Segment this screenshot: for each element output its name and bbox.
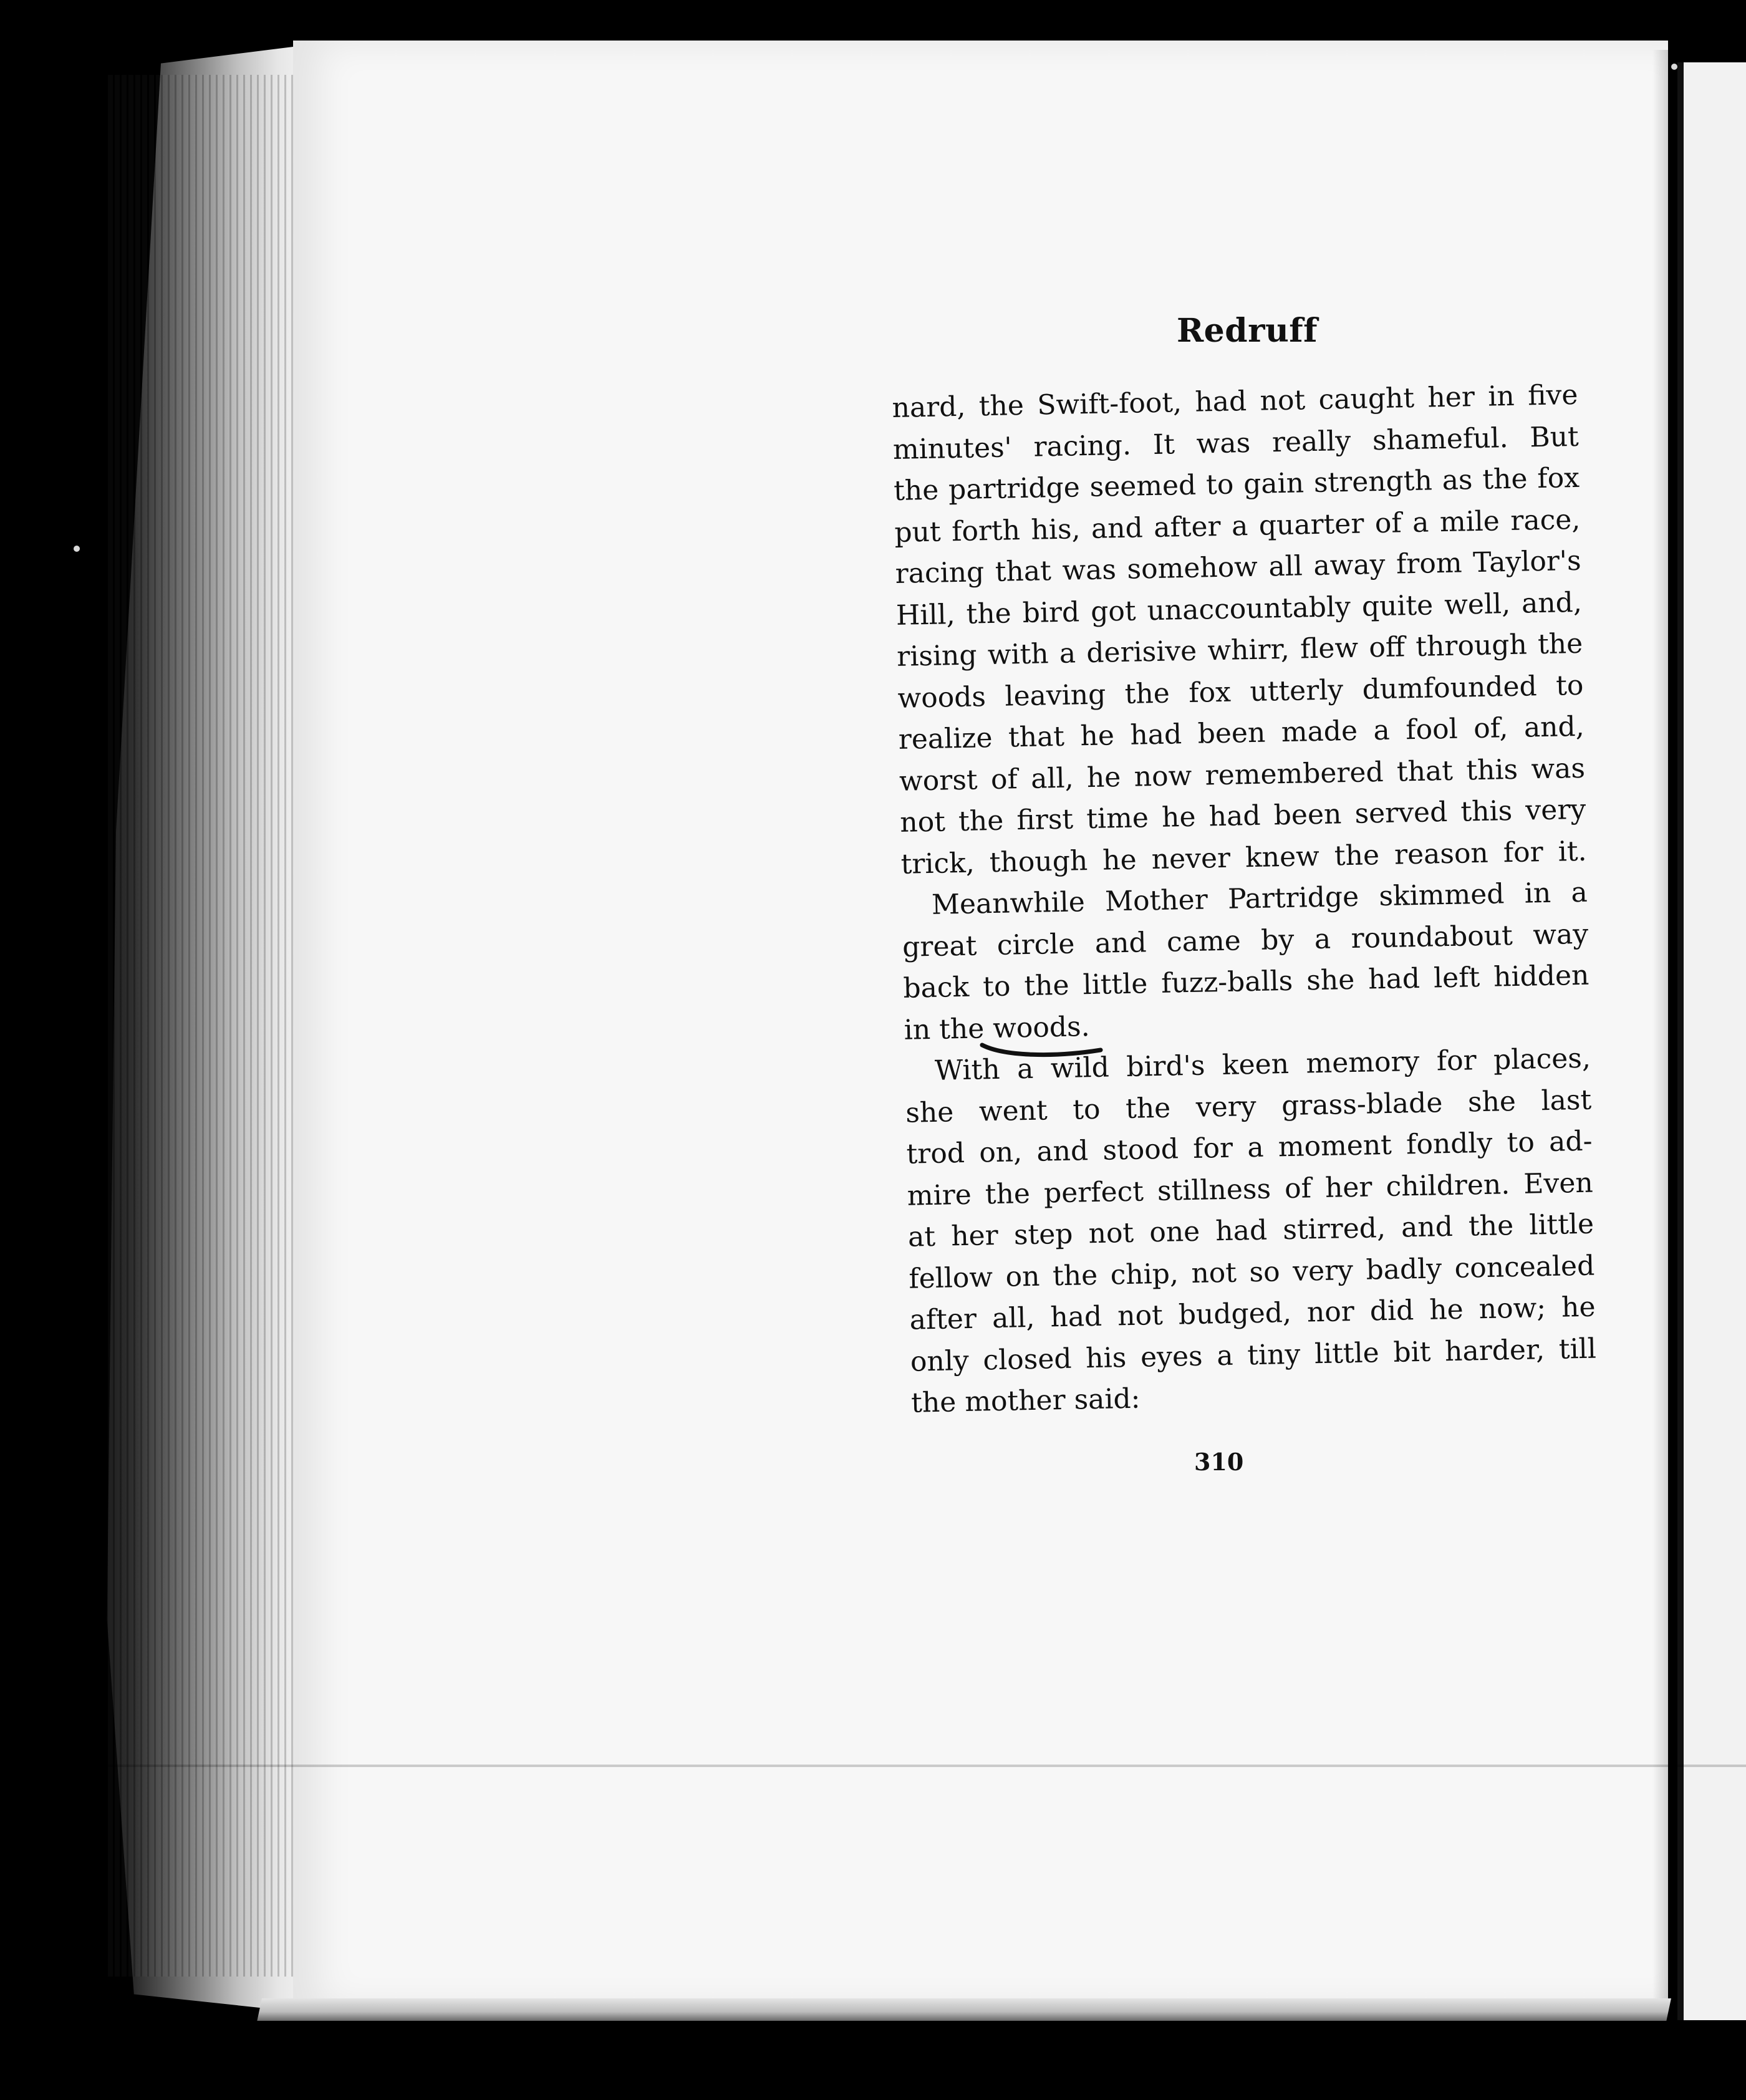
- scan-artifact-line: [0, 1765, 1746, 1767]
- text-line: after all, had not budged, nor did he now; he: [909, 1291, 1596, 1336]
- text-line: at her step not one had stirred, and the little: [907, 1208, 1594, 1253]
- text-line: only closed his eyes a tiny little bit harder, till: [910, 1332, 1597, 1378]
- facing-page-edge: [1677, 62, 1746, 2020]
- text-line: fellow on the chip, not so very badly concealed: [908, 1250, 1595, 1295]
- text-line: worst of all, he now remembered that this was: [899, 752, 1586, 797]
- gutter-shadow: [1652, 50, 1677, 2020]
- pencil-annotation-mark: [979, 1041, 1104, 1060]
- text-line: woods leaving the fox utterly dumfounded to: [897, 669, 1584, 715]
- paragraph-1: [892, 375, 1587, 885]
- page-edge-texture: [106, 75, 293, 1977]
- text-line: the partridge seemed to gain strength as the fox: [893, 461, 1580, 507]
- text-line: rising with a derisive whirr, flew off through the: [896, 627, 1583, 673]
- text-line: nard, the Swift-foot, had not caught her in five: [892, 378, 1578, 424]
- page-number: 310: [1194, 1448, 1244, 1476]
- page-bottom-edge: [257, 1998, 1671, 2021]
- text-line: With a wild bird's keen memory for places,: [934, 1042, 1591, 1087]
- text-line: Meanwhile Mother Partridge skimmed in a: [931, 876, 1588, 921]
- body-text: [892, 375, 1598, 1424]
- text-line: minutes' racing. It was really shameful. But: [892, 420, 1580, 466]
- text-line: the mother said:: [910, 1382, 1141, 1419]
- paragraph-3: [904, 1038, 1597, 1425]
- text-line: in the woods.: [904, 1010, 1091, 1046]
- text-line: not the first time he had been served this very: [899, 793, 1586, 839]
- paragraph-2: [901, 872, 1590, 1051]
- text-line: trick, though he never knew the reason for it.: [900, 835, 1587, 880]
- dust-speck: [74, 546, 80, 552]
- dust-speck: [1671, 64, 1677, 70]
- text-line: Hill, the bird got unaccountably quite well, and,: [895, 586, 1583, 632]
- text-line: great circle and came by a roundabout way: [902, 918, 1589, 963]
- text-line: back to the little fuzz-balls she had left hidden: [903, 959, 1589, 1004]
- running-head: Redruff: [1176, 312, 1318, 350]
- text-line: she went to the very grass-blade she last: [905, 1084, 1592, 1129]
- text-line: racing that was somehow all away from Taylor's: [895, 544, 1582, 590]
- text-line: trod on, and stood for a moment fondly to ad-: [906, 1125, 1593, 1170]
- text-line: put forth his, and after a quarter of a mile race,: [894, 503, 1581, 549]
- text-line: mire the perfect stillness of her children. Even: [907, 1167, 1594, 1212]
- text-line: realize that he had been made a fool of, and,: [898, 710, 1585, 756]
